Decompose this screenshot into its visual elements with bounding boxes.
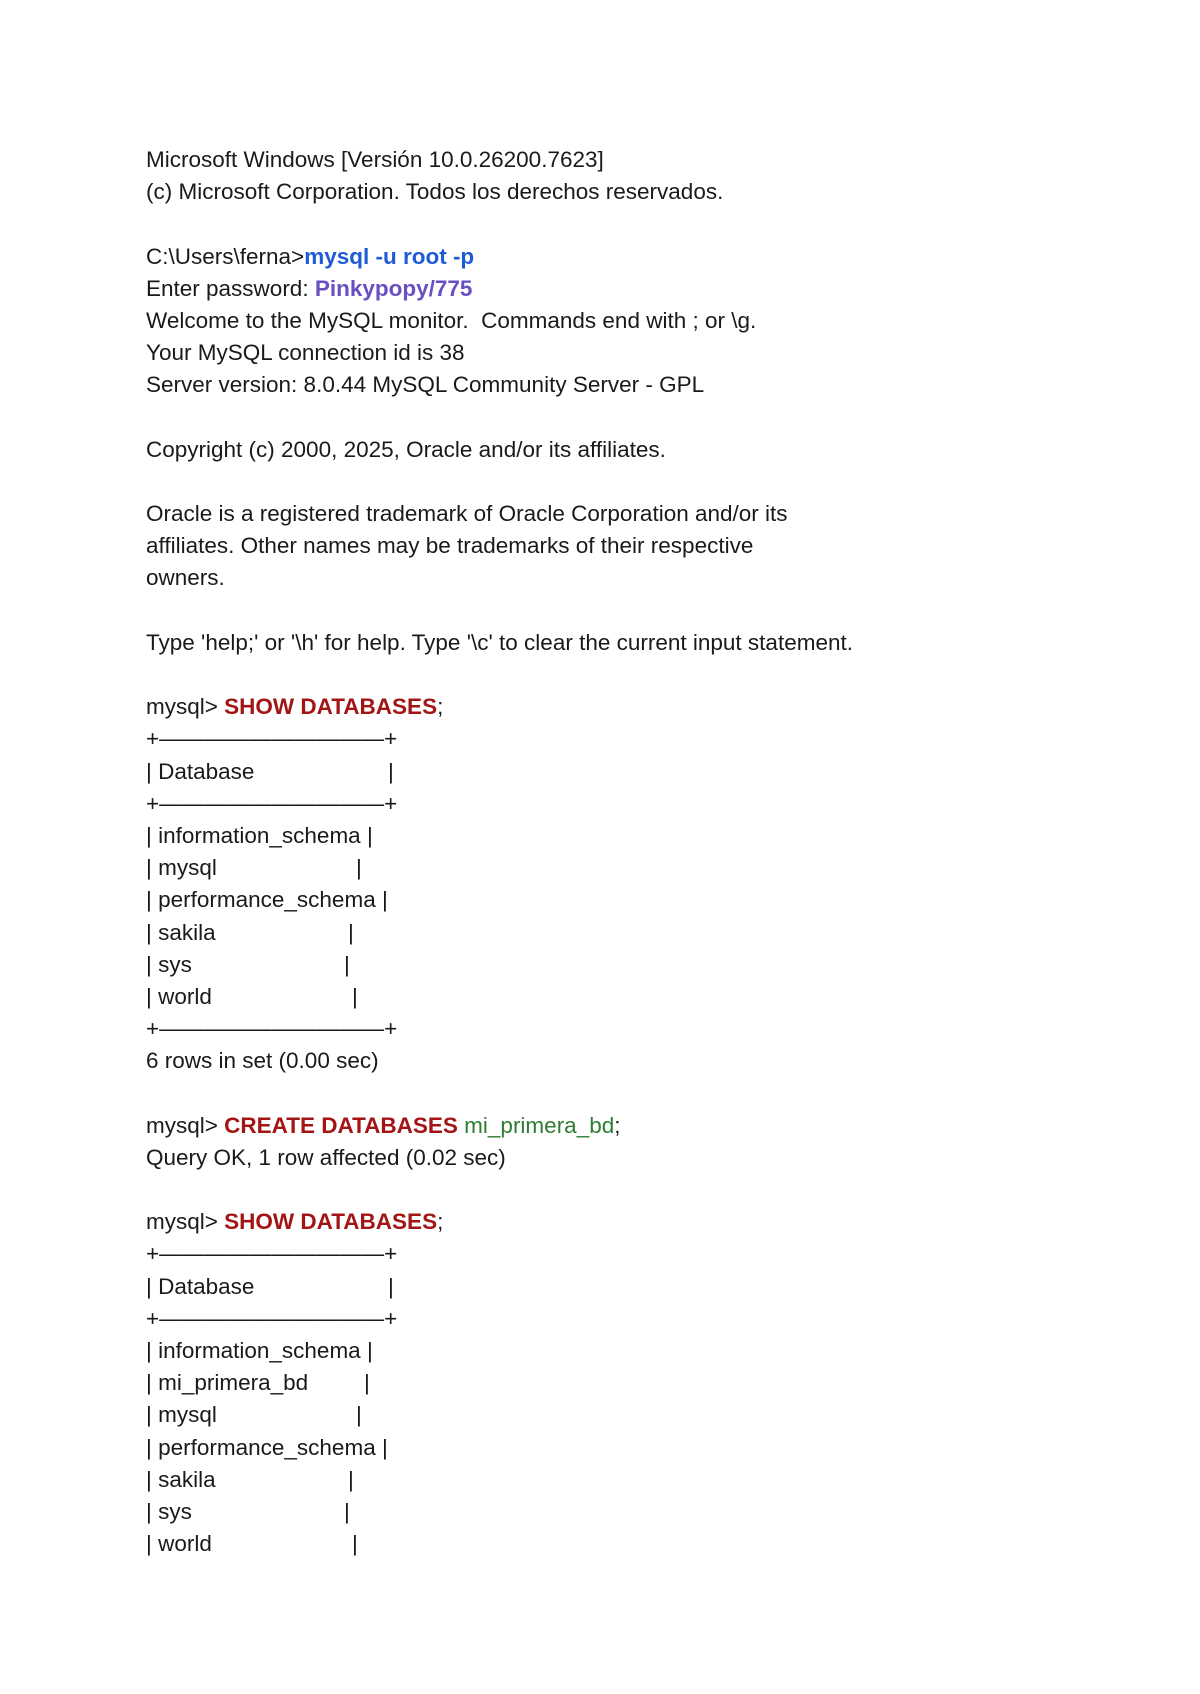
table-pipe: | xyxy=(352,983,358,1009)
spacer xyxy=(146,402,1126,434)
table-border: +——————————+ xyxy=(146,1016,398,1042)
mysql-prompt: mysql> xyxy=(146,1209,225,1235)
sql-terminator: ; xyxy=(614,1112,621,1138)
sql-terminator: ; xyxy=(437,1209,444,1235)
server-version-line: Server version: 8.0.44 MySQL Community Server - GPL xyxy=(146,372,705,398)
copyright-microsoft-line: (c) Microsoft Corporation. Todos los derechos reservados. xyxy=(146,179,724,205)
terminal-transcript xyxy=(146,144,1126,1560)
table-cell: | sakila xyxy=(146,919,216,945)
table-row xyxy=(146,1528,1126,1560)
shell-prompt: C:\Users\ferna> xyxy=(146,243,305,269)
table-row xyxy=(146,1367,1126,1399)
table-header-row xyxy=(146,756,1126,788)
table-cell: | world xyxy=(146,983,212,1009)
spacer xyxy=(146,1174,1126,1206)
create-database-command xyxy=(146,1110,1126,1142)
table-pipe: | xyxy=(348,1466,354,1492)
table-row: | performance_schema | xyxy=(146,887,388,913)
oracle-copyright-line: Copyright (c) 2000, 2025, Oracle and/or its affiliates. xyxy=(146,436,666,462)
table-pipe: | xyxy=(352,1531,358,1557)
table-pipe: | xyxy=(356,855,362,881)
password-label: Enter password: xyxy=(146,275,315,301)
table-border: +——————————+ xyxy=(146,1305,398,1331)
spacer xyxy=(146,466,1126,498)
database-name: mi_primera_bd xyxy=(457,1112,615,1138)
trademark-line-1: Oracle is a registered trademark of Oracle Corporation and/or its xyxy=(146,501,788,527)
welcome-line: Welcome to the MySQL monitor. Commands end with ; or \g. xyxy=(146,307,757,333)
sql-keyword: SHOW DATABASES xyxy=(224,1209,438,1235)
table-row: | information_schema | xyxy=(146,1337,373,1363)
table-cell: | mysql xyxy=(146,855,217,881)
table-pipe: | xyxy=(356,1402,362,1428)
rows-in-set-line: 6 rows in set (0.00 sec) xyxy=(146,1048,379,1074)
connection-id-line: Your MySQL connection id is 38 xyxy=(146,340,465,366)
sql-keyword: SHOW DATABASES xyxy=(224,694,438,720)
table-cell: | sys xyxy=(146,1498,192,1524)
table-row xyxy=(146,1496,1126,1528)
trademark-line-2: affiliates. Other names may be trademarks of their respective xyxy=(146,533,754,559)
table-cell: | sakila xyxy=(146,1466,216,1492)
table-cell: | mysql xyxy=(146,1402,217,1428)
table-row: | performance_schema | xyxy=(146,1434,388,1460)
table-header-cell: | Database xyxy=(146,1273,255,1299)
table-pipe: | xyxy=(348,919,354,945)
table-pipe: | xyxy=(388,758,394,784)
mysql-prompt: mysql> xyxy=(146,1112,225,1138)
login-command-line xyxy=(146,241,1126,273)
spacer xyxy=(146,595,1126,627)
table-pipe: | xyxy=(388,1273,394,1299)
query-ok-line: Query OK, 1 row affected (0.02 sec) xyxy=(146,1144,506,1170)
table-border: +——————————+ xyxy=(146,726,398,752)
table-pipe: | xyxy=(344,1498,350,1524)
table-header-cell: | Database xyxy=(146,758,255,784)
table-row: | information_schema | xyxy=(146,822,373,848)
trademark-line-3: owners. xyxy=(146,565,225,591)
spacer xyxy=(146,1077,1126,1109)
table-header-row xyxy=(146,1271,1126,1303)
show-databases-command-2 xyxy=(146,1206,1126,1238)
table-row xyxy=(146,981,1126,1013)
table-pipe: | xyxy=(364,1370,370,1396)
table-row xyxy=(146,949,1126,981)
table-row xyxy=(146,852,1126,884)
table-pipe: | xyxy=(344,951,350,977)
table-cell: | world xyxy=(146,1531,212,1557)
table-border: +——————————+ xyxy=(146,1241,398,1267)
table-cell: | sys xyxy=(146,951,192,977)
password-value: Pinkypopy/775 xyxy=(314,275,473,301)
spacer xyxy=(146,659,1126,691)
show-databases-command-1 xyxy=(146,691,1126,723)
table-row xyxy=(146,1399,1126,1431)
table-row xyxy=(146,1464,1126,1496)
windows-version-line: Microsoft Windows [Versión 10.0.26200.7623] xyxy=(146,147,604,172)
sql-keyword: CREATE DATABASES xyxy=(224,1112,458,1138)
password-line xyxy=(146,273,1126,305)
table-cell: | mi_primera_bd xyxy=(146,1370,309,1396)
spacer xyxy=(146,208,1126,240)
table-row xyxy=(146,917,1126,949)
table-border: +——————————+ xyxy=(146,790,398,816)
mysql-prompt: mysql> xyxy=(146,694,225,720)
sql-terminator: ; xyxy=(437,694,444,720)
mysql-login-command: mysql -u root -p xyxy=(304,243,475,269)
help-line: Type 'help;' or '\h' for help. Type '\c' to clear the current input statement. xyxy=(146,629,853,655)
